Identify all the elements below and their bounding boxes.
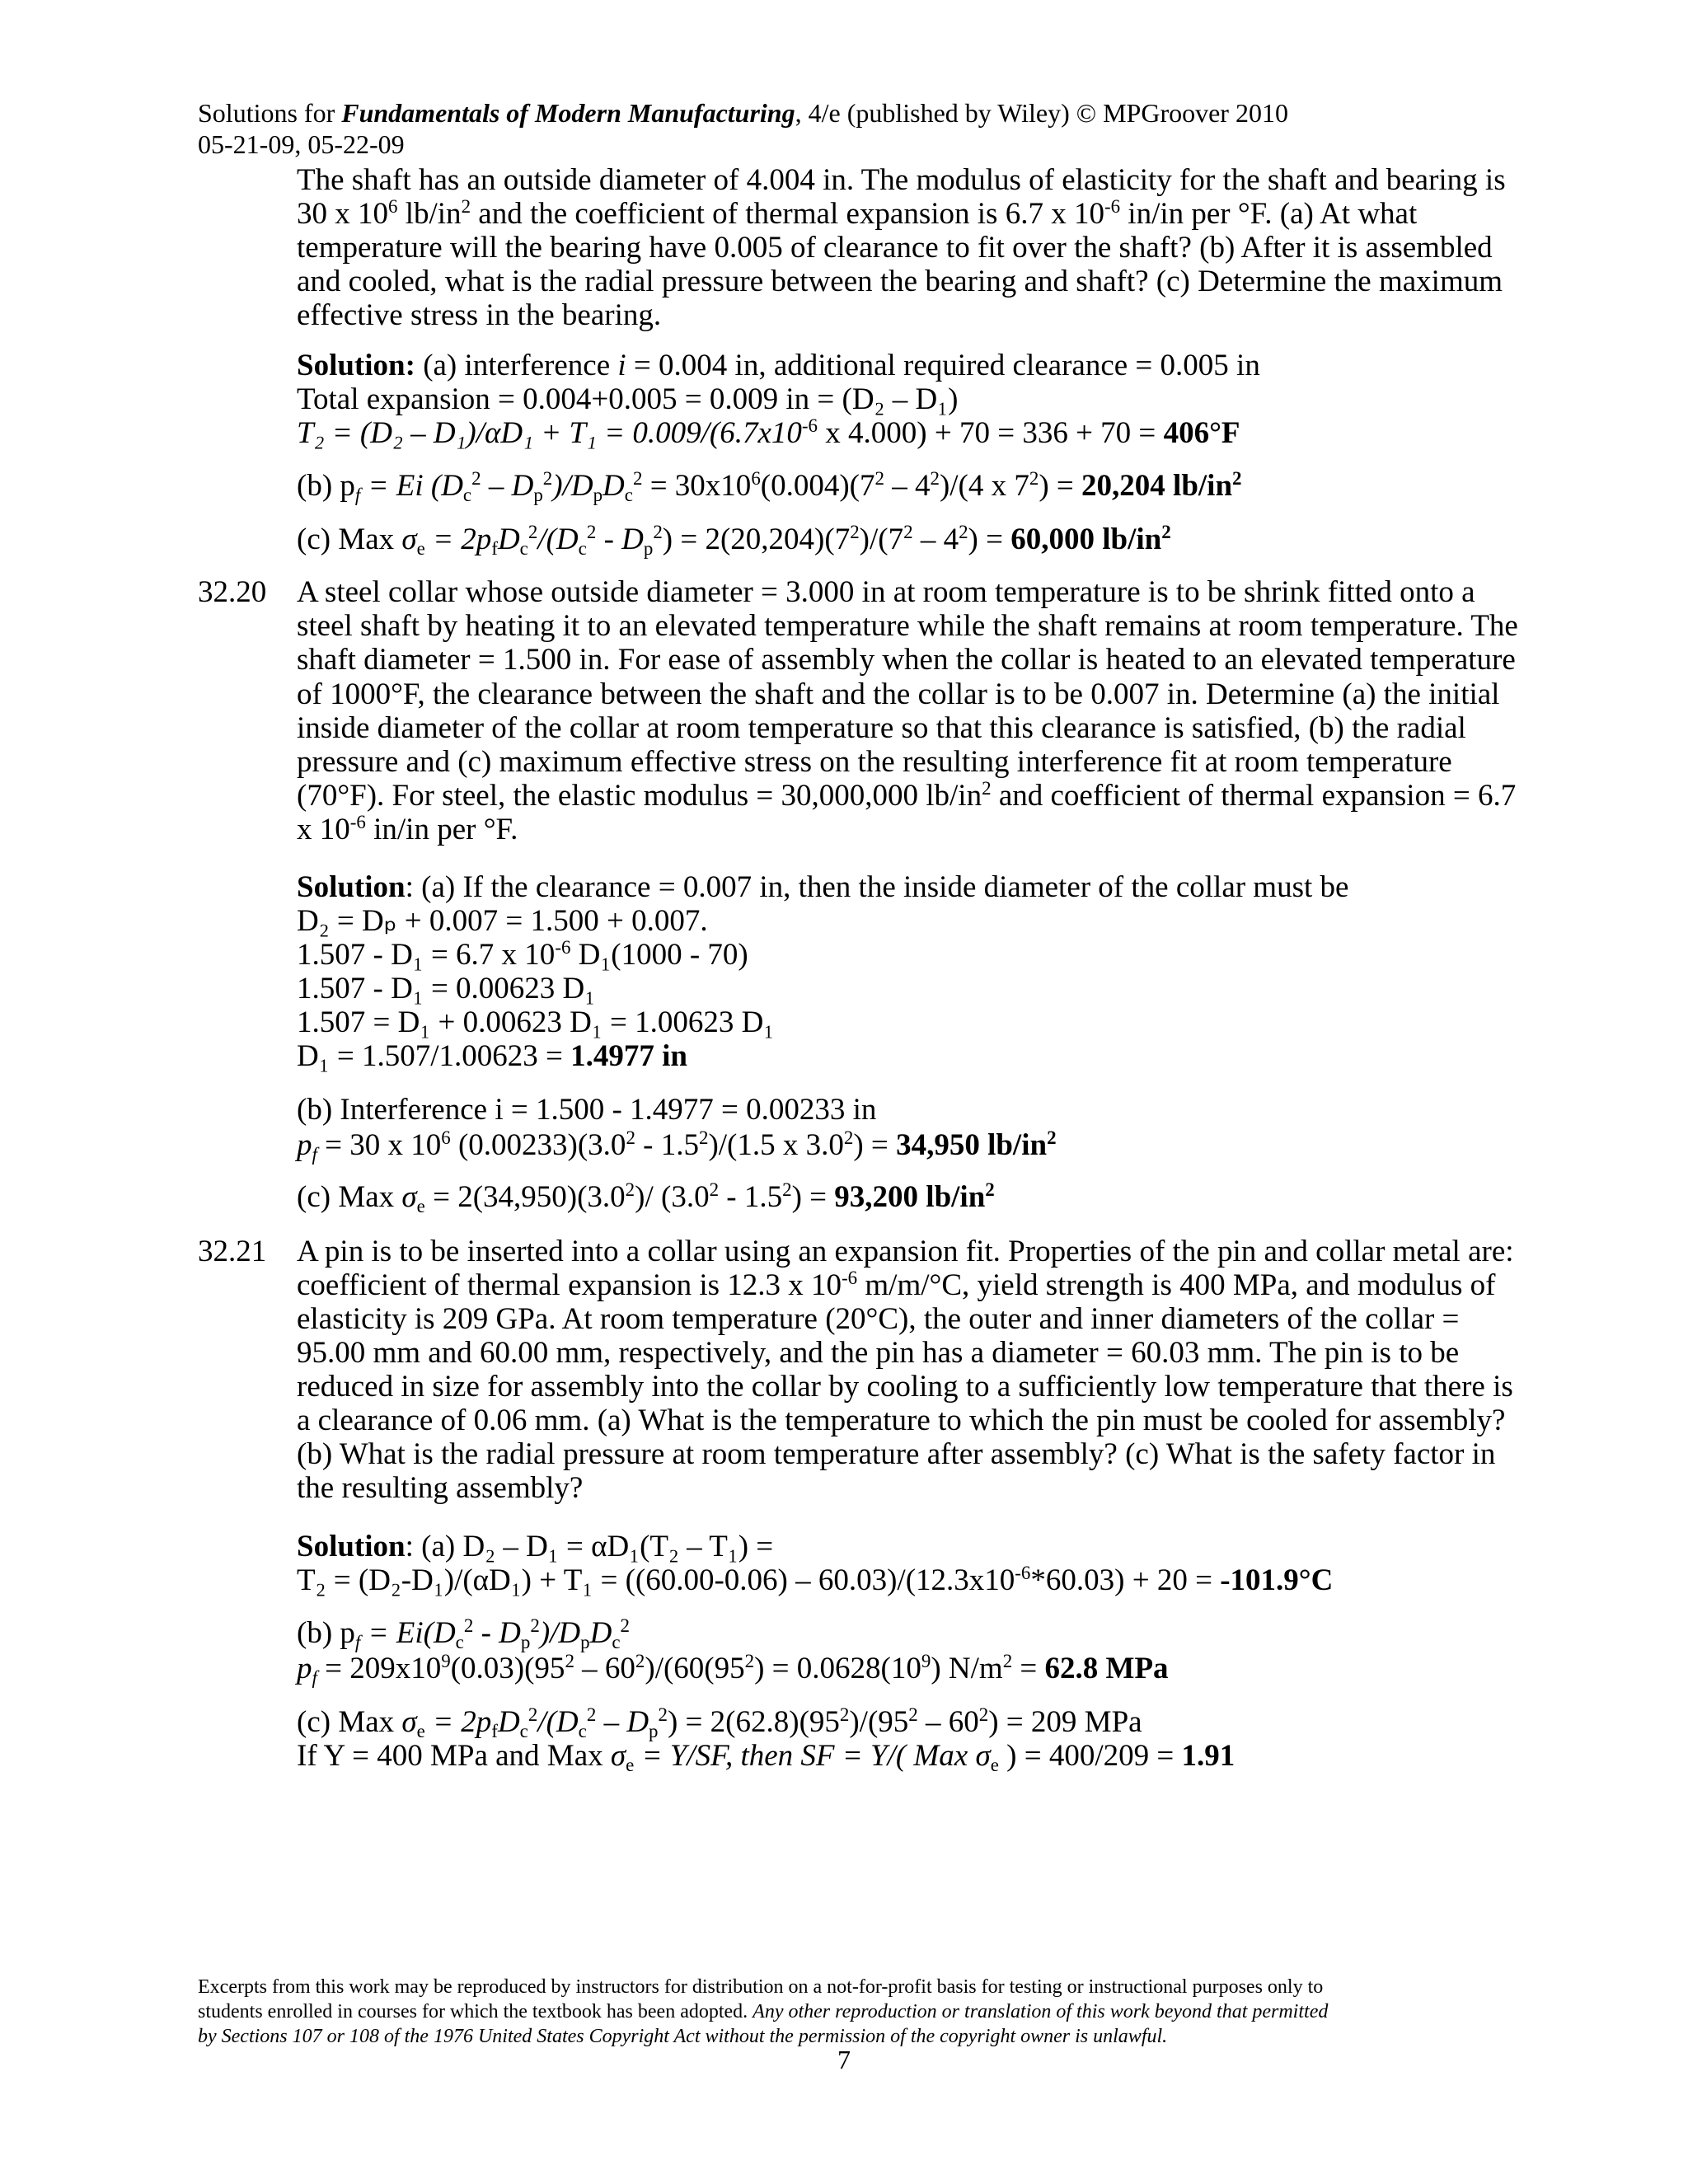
- solution-line: D₁ = 1.507/1.00623 = 1.4977 in: [297, 1039, 687, 1073]
- solution-label: Solution:: [297, 349, 415, 382]
- book-title: Fundamentals of Modern Manufacturing: [341, 98, 795, 128]
- footer-line: by Sections 107 or 108 of the 1976 United States Copyright Act without the permission of the copyright owner is unlawful.: [198, 2026, 1168, 2047]
- problem-text-line: A steel collar whose outside diameter = 3.000 in at room temperature is to be shrink fitted onto a: [297, 575, 1475, 609]
- problem-text-line: pressure and (c) maximum effective stress on the resulting interference fit at room temperature: [297, 745, 1452, 779]
- problem-text-line: inside diameter of the collar at room temperature so that this clearance is satisfied, (b) the radial: [297, 711, 1466, 745]
- problem-text-line: reduced in size for assembly into the collar by cooling to a sufficiently low temperature that there is: [297, 1370, 1513, 1404]
- problem-text-line: elasticity is 209 GPa. At room temperature (20°C), the outer and inner diameters of the collar =: [297, 1302, 1460, 1336]
- problem-text-line: steel shaft by heating it to an elevated temperature while the shaft remains at room temperature. The: [297, 609, 1518, 643]
- solution-line: Solution: (a) If the clearance = 0.007 in, then the inside diameter of the collar must be: [297, 870, 1349, 904]
- solution-line: (c) Max $\sigma_e = 2(34,950)(3.0^2)/$ $(3.0^2 - 1.5^2) = 93,200$ $lb/in^2$: [297, 1179, 995, 1216]
- problem-text-line: a clearance of 0.06 mm. (a) What is the temperature to which the pin must be cooled for assembly?: [297, 1404, 1506, 1437]
- problem-text-line: x $10^{-6}$ in/in per °F.: [297, 812, 518, 846]
- problem-text-line: the resulting assembly?: [297, 1471, 584, 1505]
- solution-line: 1.507 - D₁ = 6.7 x $10^{-6}$ D₁(1000 - 70): [297, 937, 748, 972]
- solution-line: Solution: (a) interference i = 0.004 in, additional required clearance = 0.005 in: [297, 349, 1260, 382]
- problem-number: 32.21: [198, 1235, 267, 1268]
- solution-line: D₂ = Dₚ + 0.007 = 1.500 + 0.007.: [297, 904, 708, 938]
- solution-line: $T_2 = (D_2 - D_1)/\alpha D_1 + T_1 = 0.009/(6.7x10^{-6}$ x 4.000) + 70 = 336 + 70 = 406°F: [297, 415, 1240, 450]
- problem-text-line: (70°F). For steel, the elastic modulus = 30,000,000 $lb/in^2$ and coefficient of thermal expansion = 6.7: [297, 778, 1517, 813]
- problem-text-line: and cooled, what is the radial pressure between the bearing and shaft? (c) Determine the maximum: [297, 265, 1503, 298]
- copyright-footer: [198, 1975, 1492, 2049]
- problem-text-line: shaft diameter = 1.500 in. For ease of assembly when the collar is heated to an elevated temperature: [297, 643, 1516, 677]
- solution-line: $p_f = 209x10^9(0.03)(95^2 - 60^2)/(60(95^2) = 0.0628(10^9) N/m^2 = 62.8$ MPa: [297, 1651, 1169, 1688]
- solution-line: (c) Max $\sigma_e = 2p_fD_c^2/(D_c^2 - D_p^2) = 2(62.8)(95^2)/(95^2 - 60^2) = 209$ MPa: [297, 1704, 1142, 1741]
- solution-line: (b) $p_f = Ei(D_c^2 - D_p^2)/D_pD_c^2$: [297, 1615, 630, 1652]
- solution-line: 1.507 - D₁ = 0.00623 D₁: [297, 972, 596, 1005]
- page-header: [198, 97, 1288, 160]
- problem-text-line: 30 x $10^6$ $lb/in^2$ and the coefficient of thermal expansion is 6.7 x $10^{-6}$ in/in per °F. (a) At what: [297, 196, 1418, 231]
- solution-line: 1.507 = D₁ + 0.00623 D₁ = 1.00623 D₁: [297, 1005, 775, 1039]
- header-dates: 05-21-09, 05-22-09: [198, 129, 405, 159]
- solution-line: (b) Interference i = 1.500 - 1.4977 = 0.00233 in: [297, 1093, 877, 1127]
- page-number: 7: [837, 2045, 851, 2074]
- solution-line: $p_f = 30$ x $10^6$ $(0.00233)(3.0^2 - 1.5^2)/(1.5$ x $3.0^2) = 34,950$ $lb/in^2$: [297, 1127, 1057, 1165]
- problem-text-line: A pin is to be inserted into a collar using an expansion fit. Properties of the pin and collar metal are:: [297, 1235, 1514, 1268]
- solution-label: Solution: [297, 870, 406, 904]
- solution-line: Solution: (a) D₂ – D₁ = αD₁(T₂ – T₁) =: [297, 1530, 774, 1563]
- solution-label: Solution: [297, 1530, 406, 1563]
- solution-line: (c) Max $\sigma_e = 2p_fD_c^2/(D_c^2 - D_p^2) = 2(20,204)(7^2)/(7^2 - 4^2) = 60,000$ $lb/in^2$: [297, 522, 1171, 559]
- footer-line: Excerpts from this work may be reproduced by instructors for distribution on a not-for-profit basis for testing or instructional purposes only to: [198, 1976, 1324, 1998]
- problem-text-line: coefficient of thermal expansion is 12.3 x $10^{-6}$ m/m/°C, yield strength is 400 MPa, and modulus of: [297, 1268, 1496, 1302]
- solution-line: $T_2 = (D_2-D_1)/(\alpha D_1) + T_1 = ((60.00-0.06) - 60.03)/(12.3x10^{-6}*60.03) + 20 = -101.9^\circ C$: [297, 1563, 1334, 1597]
- problem-number: 32.20: [198, 575, 267, 609]
- solution-line: If Y = 400 MPa and Max $\sigma_e = Y/SF$, then SF = Y/( Max $\sigma_e$ ) = 400/209 = 1.91: [297, 1739, 1236, 1775]
- header-title-line: Solutions for Fundamentals of Modern Manufacturing, 4/e (published by Wiley) © MPGroover 2010: [198, 98, 1288, 128]
- problem-text-line: 95.00 mm and 60.00 mm, respectively, and the pin has a diameter = 60.03 mm. The pin is to be: [297, 1336, 1460, 1370]
- solution-line: Total expansion = 0.004+0.005 = 0.009 in = (D₂ – D₁): [297, 382, 959, 416]
- problem-text-line: effective stress in the bearing.: [297, 298, 662, 332]
- solution-line: (b) $p_f = Ei$ $(D_c^2 - D_p^2)/D_pD_c^2 = 30x10^6(0.004)(7^2 - 4^2)/(4$ x $7^2) = 20,204$ $lb/in^2$: [297, 468, 1242, 505]
- problem-text-line: temperature will the bearing have 0.005 of clearance to fit over the shaft? (b) After it is assembled: [297, 231, 1493, 265]
- problem-text-line: of 1000°F, the clearance between the shaft and the collar is to be 0.007 in. Determine (a) the initial: [297, 677, 1500, 711]
- footer-line: students enrolled in courses for which the textbook has been adopted. Any other reproduction or translation of this work beyond that permitted: [198, 2001, 1329, 2022]
- problem-text-line: The shaft has an outside diameter of 4.004 in. The modulus of elasticity for the shaft and bearing is: [297, 163, 1506, 197]
- problem-text-line: (b) What is the radial pressure at room temperature after assembly? (c) What is the safety factor in: [297, 1437, 1496, 1471]
